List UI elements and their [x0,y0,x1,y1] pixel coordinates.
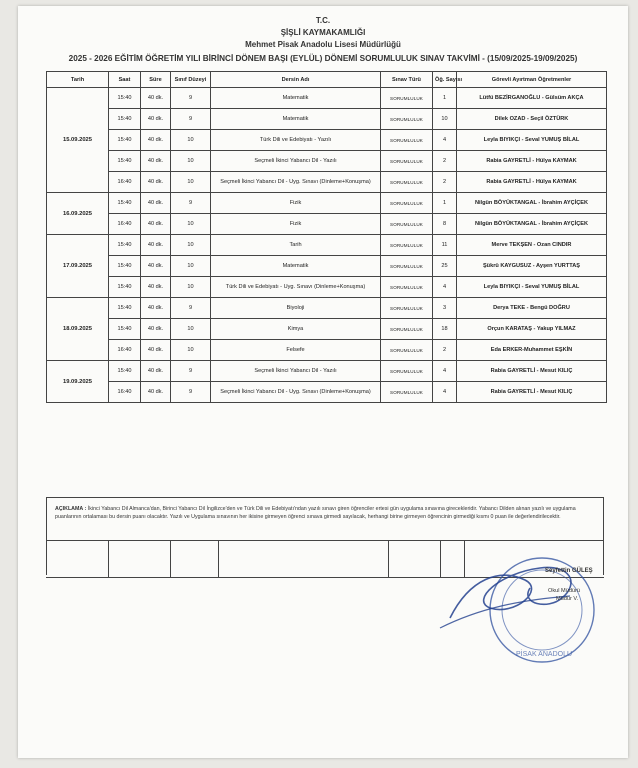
note-lead: AÇIKLAMA : [55,506,87,512]
divider [170,541,171,577]
teachers-cell: Nilgün BÖYÜKTANGAL - İbrahim AYÇİÇEK [457,214,607,235]
course-cell: Türk Dili ve Edebiyatı - Uyg. Sınavı (Dinleme+Konuşma) [211,277,381,298]
grade-cell: 9 [171,361,211,382]
duration-cell: 40 dk. [141,130,171,151]
student-count-cell: 2 [433,151,457,172]
col-header-course: Dersin Adı [211,72,381,88]
table-row [47,214,607,235]
student-count-cell: 1 [433,88,457,109]
table-row [47,193,607,214]
teachers-cell: Orçun KARATAŞ - Yakup YILMAZ [457,319,607,340]
time-cell: 15:40 [109,235,141,256]
time-cell: 15:40 [109,88,141,109]
course-cell: Seçmeli İkinci Yabancı Dil - Uyg. Sınavı (Dinleme+Konuşma) [211,382,381,403]
exam-type-cell: SORUMLULUK [381,235,433,256]
duration-cell: 40 dk. [141,298,171,319]
exam-type-cell: SORUMLULUK [381,88,433,109]
exam-type-cell: SORUMLULUK [381,382,433,403]
duration-cell: 40 dk. [141,172,171,193]
student-count-cell: 4 [433,130,457,151]
teachers-cell: Merve TEKŞEN - Ozan CINDIR [457,235,607,256]
grade-cell: 10 [171,214,211,235]
course-cell: Matematik [211,88,381,109]
student-count-cell: 2 [433,340,457,361]
duration-cell: 40 dk. [141,214,171,235]
time-cell: 16:40 [109,214,141,235]
exam-type-cell: SORUMLULUK [381,298,433,319]
teachers-cell: Şükrü KAYGUSUZ - Ayşen YURTTAŞ [457,256,607,277]
teachers-cell: Eda ERKER-Muhammet EŞKİN [457,340,607,361]
table-row [47,277,607,298]
teachers-cell: Rabia GAYRETLİ - Hülya KAYMAK [457,172,607,193]
exam-type-cell: SORUMLULUK [381,361,433,382]
grade-cell: 9 [171,298,211,319]
table-row [47,256,607,277]
table-header-row [47,72,607,88]
table-row [47,88,607,109]
divider [388,541,389,577]
time-cell: 15:40 [109,298,141,319]
grade-cell: 9 [171,109,211,130]
duration-cell: 40 dk. [141,319,171,340]
table-row [47,109,607,130]
teachers-cell: Rabia GAYRETLİ - Hülya KAYMAK [457,151,607,172]
course-cell: Kimya [211,319,381,340]
table-body [47,88,607,403]
date-cell: 17.09.2025 [47,235,109,298]
date-cell: 16.09.2025 [47,193,109,235]
teachers-cell: Rabia GAYRETLİ - Mesut KILIÇ [457,361,607,382]
time-cell: 15:40 [109,277,141,298]
time-cell: 16:40 [109,382,141,403]
time-cell: 15:40 [109,193,141,214]
exam-type-cell: SORUMLULUK [381,130,433,151]
grade-cell: 9 [171,88,211,109]
grade-cell: 9 [171,193,211,214]
teachers-cell: Dilek OZAD - Seçil ÖZTÜRK [457,109,607,130]
exam-type-cell: SORUMLULUK [381,172,433,193]
date-cell: 19.09.2025 [47,361,109,403]
exam-type-cell: SORUMLULUK [381,214,433,235]
teachers-cell: Leyla BIYIKÇI - Seval YUMUŞ BİLAL [457,130,607,151]
time-cell: 15:40 [109,109,141,130]
student-count-cell: 4 [433,382,457,403]
col-header-count: Öğ. Sayısı [433,72,457,88]
time-cell: 15:40 [109,319,141,340]
table-row [47,382,607,403]
header-title: 2025 - 2026 EĞİTİM ÖĞRETİM YILI BİRİNCİ DÖNEM BAŞI (EYLÜL) DÖNEMİ SORUMLULUK SINAV TAKVİMİ - (15/09/2025-19/09/2025) [68,54,578,63]
student-count-cell: 3 [433,298,457,319]
student-count-cell: 4 [433,277,457,298]
course-cell: Seçmeli İkinci Yabancı Dil - Yazılı [211,151,381,172]
official-stamp-signature [430,538,600,673]
exam-type-cell: SORUMLULUK [381,319,433,340]
table-row [47,319,607,340]
table-row [47,361,607,382]
student-count-cell: 18 [433,319,457,340]
student-count-cell: 10 [433,109,457,130]
table-row [47,340,607,361]
duration-cell: 40 dk. [141,235,171,256]
course-cell: Tarih [211,235,381,256]
date-cell: 18.09.2025 [47,298,109,361]
svg-text:PİSAK ANADOLU: PİSAK ANADOLU [516,651,573,658]
exam-type-cell: SORUMLULUK [381,277,433,298]
col-header-time: Saat [109,72,141,88]
divider [218,541,219,577]
course-cell: Matematik [211,256,381,277]
header-tc: T.C. [315,16,331,25]
duration-cell: 40 dk. [141,340,171,361]
duration-cell: 40 dk. [141,256,171,277]
course-cell: Biyoloji [211,298,381,319]
exam-type-cell: SORUMLULUK [381,193,433,214]
table-row [47,172,607,193]
col-header-teachers: Görevli Ayırtman Öğretmenler [457,72,607,88]
time-cell: 15:40 [109,256,141,277]
header-kaymakamlik: ŞİŞLİ KAYMAKAMLIĞI [280,28,366,37]
exam-type-cell: SORUMLULUK [381,109,433,130]
signatory-title-2: Müdür V. [556,596,579,602]
course-cell: Türk Dili ve Edebiyatı - Yazılı [211,130,381,151]
time-cell: 16:40 [109,172,141,193]
grade-cell: 10 [171,340,211,361]
duration-cell: 40 dk. [141,193,171,214]
course-cell: Seçmeli İkinci Yabancı Dil - Uyg. Sınavı (Dinleme+Konuşma) [211,172,381,193]
col-header-grade: Sınıf Düzeyi [171,72,211,88]
duration-cell: 40 dk. [141,109,171,130]
grade-cell: 10 [171,151,211,172]
duration-cell: 40 dk. [141,277,171,298]
exam-type-cell: SORUMLULUK [381,340,433,361]
table-row [47,235,607,256]
student-count-cell: 25 [433,256,457,277]
student-count-cell: 8 [433,214,457,235]
course-cell: Felsefe [211,340,381,361]
grade-cell: 10 [171,277,211,298]
exam-type-cell: SORUMLULUK [381,151,433,172]
signatory-name: Seyfettin GÜLEŞ [545,568,593,574]
date-cell: 15.09.2025 [47,88,109,193]
grade-cell: 10 [171,319,211,340]
grade-cell: 10 [171,235,211,256]
table-row [47,130,607,151]
student-count-cell: 4 [433,361,457,382]
teachers-cell: Rabia GAYRETLİ - Mesut KILIÇ [457,382,607,403]
col-header-duration: Süre [141,72,171,88]
duration-cell: 40 dk. [141,361,171,382]
student-count-cell: 1 [433,193,457,214]
time-cell: 16:40 [109,340,141,361]
table-row [47,151,607,172]
note-text: İkinci Yabancı Dil Almanca'dan, Birinci Yabancı Dil İngilizce'den ve Türk Dili ve Edebiyatı'ndan yazılı sınavı giren öğrenciler ertesi gün uygulama sınavına girecekleridir. Yabancı Dilden alınan yazılı ve uygulama puanlarının ortalaması bu dersin puanı olacaktır. Yazılı ve Uygulama sınavının her ikisine girmeyen öğrenci sınava girmedi sayılacak, herhangi birine girmeyen öğrencinin girmediği kısmı 0 puan ile değerlendirilecektir. [55,506,576,520]
duration-cell: 40 dk. [141,88,171,109]
grade-cell: 10 [171,130,211,151]
teachers-cell: Lütfü BEZİRGANOĞLU - Gülsüm AKÇA [457,88,607,109]
teachers-cell: Nilgün BÖYÜKTANGAL - İbrahim AYÇİÇEK [457,193,607,214]
col-header-type: Sınav Türü [381,72,433,88]
student-count-cell: 11 [433,235,457,256]
course-cell: Fizik [211,214,381,235]
course-cell: Seçmeli İkinci Yabancı Dil - Yazılı [211,361,381,382]
time-cell: 15:40 [109,151,141,172]
grade-cell: 10 [171,172,211,193]
signatory-title: Okul Müdürü [548,588,581,594]
duration-cell: 40 dk. [141,382,171,403]
teachers-cell: Leyla BIYIKÇI - Seval YUMUŞ BİLAL [457,277,607,298]
grade-cell: 9 [171,382,211,403]
time-cell: 15:40 [109,361,141,382]
grade-cell: 10 [171,256,211,277]
time-cell: 15:40 [109,130,141,151]
divider [108,541,109,577]
course-cell: Fizik [211,193,381,214]
header-school: Mehmet Pisak Anadolu Lisesi Müdürlüğü [245,40,401,49]
exam-type-cell: SORUMLULUK [381,256,433,277]
duration-cell: 40 dk. [141,151,171,172]
col-header-date: Tarih [47,72,109,88]
exam-schedule-table [46,71,607,403]
teachers-cell: Derya TEKE - Bengü DOĞRU [457,298,607,319]
course-cell: Matematik [211,109,381,130]
student-count-cell: 2 [433,172,457,193]
table-row [47,298,607,319]
